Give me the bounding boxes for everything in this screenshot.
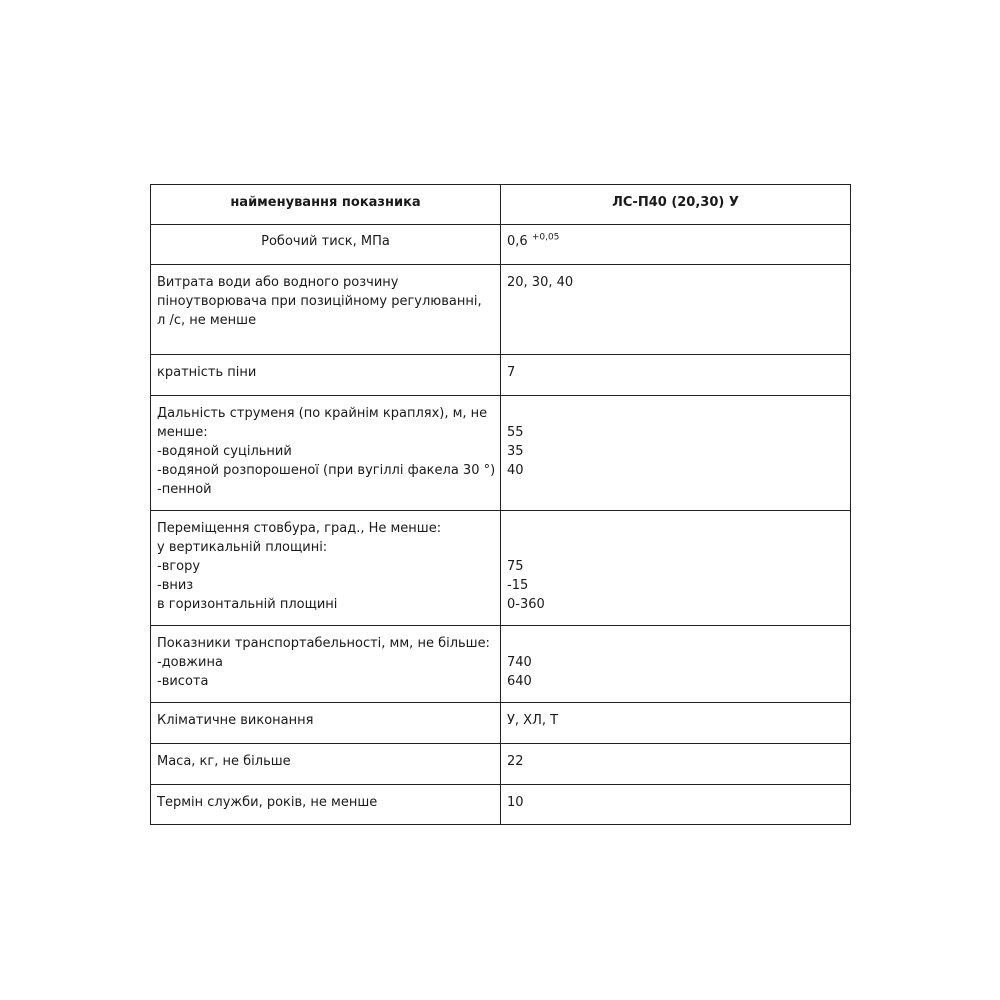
movement-value: 0-360	[507, 597, 545, 612]
jet-range-label-line: -пенной	[157, 482, 212, 497]
jet-range-label	[151, 396, 501, 511]
movement-label-line: у вертикальній площині:	[157, 540, 328, 555]
movement-values	[501, 511, 851, 626]
table-row-service-life	[151, 785, 851, 825]
transport-values	[501, 626, 851, 703]
flow-label-text: Витрата води або водного розчину піноутворювача при позиційному регулюванні, л /с, не менше	[157, 275, 482, 328]
table-row-pressure	[151, 225, 851, 265]
jet-range-values	[501, 396, 851, 511]
spacer	[507, 538, 844, 557]
jet-range-value: 40	[507, 463, 524, 478]
header-model: ЛС-П40 (20,30) У	[501, 185, 851, 225]
table-row-barrel-movement	[151, 511, 851, 626]
service-life-label: Термін служби, років, не менше	[151, 785, 501, 825]
table-header-row	[151, 185, 851, 225]
transport-label	[151, 626, 501, 703]
jet-range-value: 35	[507, 444, 524, 459]
transport-label-line: -довжина	[157, 655, 223, 670]
pressure-label: Робочий тиск, МПа	[151, 225, 501, 265]
pressure-value-base: 0,6	[507, 234, 528, 249]
header-parameter: найменування показника	[151, 185, 501, 225]
movement-label-line: Переміщення стовбура, град., Не менше:	[157, 521, 442, 536]
table-row-mass	[151, 744, 851, 785]
table-row-transportability	[151, 626, 851, 703]
transport-value: 640	[507, 674, 532, 689]
transport-value: 740	[507, 655, 532, 670]
table-row-climate	[151, 703, 851, 744]
movement-label-line: -вгору	[157, 559, 201, 574]
movement-label	[151, 511, 501, 626]
jet-range-label-line: -водяной розпорошеної (при вугіллі факела 30 °)	[157, 463, 496, 478]
table-row-foam-ratio	[151, 355, 851, 396]
climate-label: Кліматичне виконання	[151, 703, 501, 744]
foam-ratio-value: 7	[501, 355, 851, 396]
pressure-value	[501, 225, 851, 265]
mass-label: Маса, кг, не більше	[151, 744, 501, 785]
transport-label-line: -висота	[157, 674, 209, 689]
flow-label	[151, 265, 501, 355]
pressure-tolerance: +0,05	[531, 232, 560, 243]
specifications-table	[150, 184, 851, 825]
service-life-value: 10	[501, 785, 851, 825]
spacer	[507, 404, 844, 423]
jet-range-value: 55	[507, 425, 524, 440]
movement-value: 75	[507, 559, 524, 574]
jet-range-label-line: Дальність струменя (по крайнім краплях), м, не	[157, 406, 488, 421]
table-row-flow	[151, 265, 851, 355]
movement-label-line: -вниз	[157, 578, 194, 593]
jet-range-label-line: -водяной суцільний	[157, 444, 292, 459]
table-row-jet-range	[151, 396, 851, 511]
flow-value: 20, 30, 40	[501, 265, 851, 355]
transport-label-line: Показники транспортабельності, мм, не більше:	[157, 636, 490, 651]
movement-label-line: в горизонтальній площині	[157, 597, 338, 612]
movement-value: -15	[507, 578, 529, 593]
spacer	[507, 634, 844, 653]
foam-ratio-label: кратність піни	[151, 355, 501, 396]
climate-value: У, ХЛ, Т	[501, 703, 851, 744]
jet-range-label-line: менше:	[157, 425, 208, 440]
mass-value: 22	[501, 744, 851, 785]
spacer	[507, 519, 844, 538]
